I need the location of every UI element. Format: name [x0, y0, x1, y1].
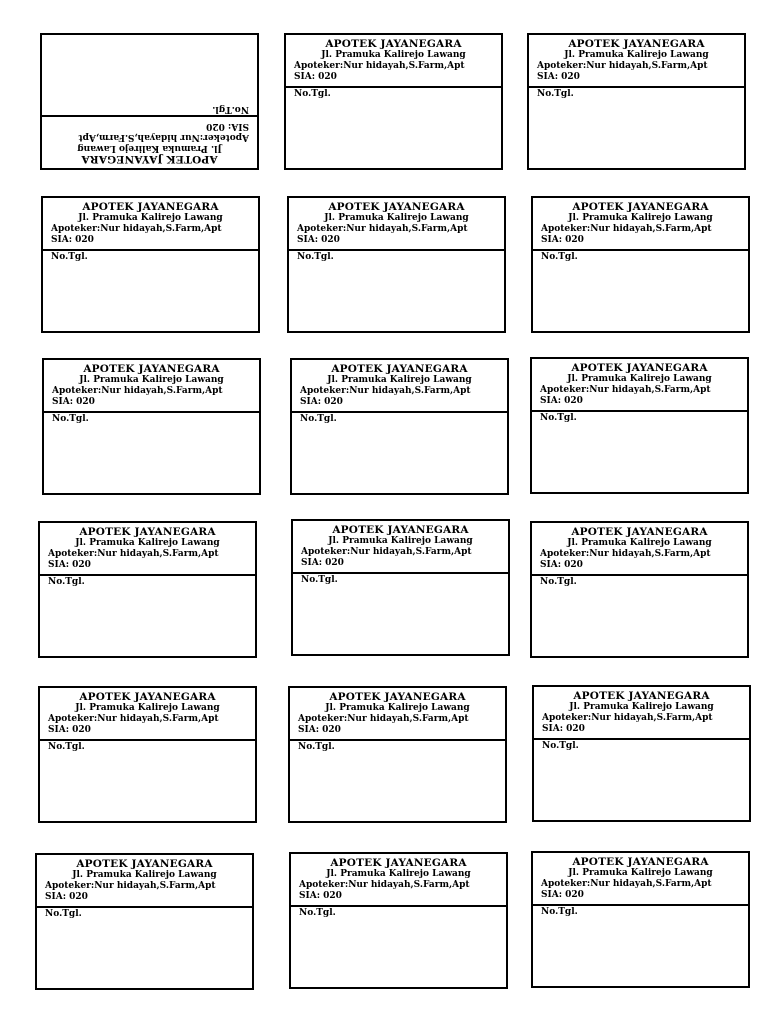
pharmacy-address: Jl. Pramuka Kalirejo Lawang — [569, 702, 714, 712]
pharmacy-address: Jl. Pramuka Kalirejo Lawang — [321, 50, 466, 60]
pharmacy-address: Jl. Pramuka Kalirejo Lawang — [325, 703, 470, 713]
number-date-field: No.Tgl. — [541, 907, 578, 917]
pharmacist-name: Apoteker:Nur hidayah,S.Farm,Apt — [78, 132, 249, 142]
number-date-field: No.Tgl. — [297, 252, 334, 262]
label-header — [44, 360, 259, 413]
number-date-field: No.Tgl. — [542, 741, 579, 751]
pharmacy-name: APOTEK JAYANEGARA — [328, 201, 465, 213]
label-body — [529, 88, 744, 100]
label-body — [42, 103, 257, 115]
label-body — [286, 88, 501, 100]
pharmacy-name: APOTEK JAYANEGARA — [331, 363, 468, 375]
label-body — [532, 576, 747, 588]
sia-number: SIA: 020 — [541, 235, 584, 245]
pharmacist-name: Apoteker:Nur hidayah,S.Farm,Apt — [537, 61, 708, 71]
label-header — [42, 115, 257, 168]
pharmacy-label-13 — [38, 686, 257, 823]
label-header — [533, 853, 748, 906]
pharmacy-label-9 — [530, 357, 749, 494]
pharmacy-name: APOTEK JAYANEGARA — [329, 691, 466, 703]
pharmacy-label-14 — [288, 686, 507, 823]
pharmacy-address: Jl. Pramuka Kalirejo Lawang — [77, 143, 222, 153]
label-body — [290, 741, 505, 753]
pharmacy-label-4 — [41, 196, 260, 333]
pharmacy-label-17 — [289, 852, 508, 989]
number-date-field: No.Tgl. — [52, 414, 89, 424]
number-date-field: No.Tgl. — [300, 414, 337, 424]
label-header — [529, 35, 744, 88]
sia-number: SIA: 020 — [294, 72, 337, 82]
pharmacist-name: Apoteker:Nur hidayah,S.Farm,Apt — [541, 224, 712, 234]
label-body — [533, 906, 748, 918]
number-date-field: No.Tgl. — [212, 104, 249, 114]
label-body — [44, 413, 259, 425]
pharmacy-name: APOTEK JAYANEGARA — [568, 38, 705, 50]
number-date-field: No.Tgl. — [51, 252, 88, 262]
pharmacy-label-18 — [531, 851, 750, 988]
label-body — [533, 251, 748, 263]
pharmacist-name: Apoteker:Nur hidayah,S.Farm,Apt — [52, 386, 223, 396]
pharmacy-name: APOTEK JAYANEGARA — [81, 153, 218, 165]
pharmacist-name: Apoteker:Nur hidayah,S.Farm,Apt — [48, 549, 219, 559]
pharmacy-label-2 — [284, 33, 503, 170]
sia-number: SIA: 020 — [301, 558, 344, 568]
number-date-field: No.Tgl. — [541, 252, 578, 262]
number-date-field: No.Tgl. — [48, 577, 85, 587]
sia-number: SIA: 020 — [48, 725, 91, 735]
pharmacy-name: APOTEK JAYANEGARA — [76, 858, 213, 870]
pharmacy-address: Jl. Pramuka Kalirejo Lawang — [79, 375, 224, 385]
sia-number: SIA: 020 — [541, 890, 584, 900]
pharmacy-label-11 — [291, 519, 510, 656]
sia-number: SIA: 020 — [540, 560, 583, 570]
sia-number: SIA: 020 — [298, 725, 341, 735]
pharmacy-label-8 — [290, 358, 509, 495]
label-header — [532, 359, 747, 412]
label-header — [292, 360, 507, 413]
pharmacy-name: APOTEK JAYANEGARA — [82, 201, 219, 213]
label-body — [532, 412, 747, 424]
pharmacy-address: Jl. Pramuka Kalirejo Lawang — [567, 374, 712, 384]
label-header — [40, 523, 255, 576]
sia-number: SIA: 020 — [540, 396, 583, 406]
pharmacy-name: APOTEK JAYANEGARA — [572, 856, 709, 868]
label-body — [291, 907, 506, 919]
number-date-field: No.Tgl. — [298, 742, 335, 752]
pharmacy-name: APOTEK JAYANEGARA — [571, 362, 708, 374]
pharmacist-name: Apoteker:Nur hidayah,S.Farm,Apt — [540, 549, 711, 559]
sia-number: SIA: 020 — [48, 560, 91, 570]
label-body — [37, 908, 252, 920]
pharmacy-address: Jl. Pramuka Kalirejo Lawang — [75, 538, 220, 548]
sia-number: SIA: 020 — [206, 121, 249, 131]
label-header — [286, 35, 501, 88]
pharmacy-address: Jl. Pramuka Kalirejo Lawang — [328, 536, 473, 546]
label-header — [40, 688, 255, 741]
pharmacy-address: Jl. Pramuka Kalirejo Lawang — [567, 538, 712, 548]
label-header — [533, 198, 748, 251]
label-body — [289, 251, 504, 263]
pharmacy-name: APOTEK JAYANEGARA — [332, 524, 469, 536]
number-date-field: No.Tgl. — [537, 89, 574, 99]
pharmacy-label-5 — [287, 196, 506, 333]
pharmacist-name: Apoteker:Nur hidayah,S.Farm,Apt — [294, 61, 465, 71]
pharmacy-label-12 — [530, 521, 749, 658]
pharmacy-name: APOTEK JAYANEGARA — [330, 857, 467, 869]
label-header — [532, 523, 747, 576]
pharmacy-name: APOTEK JAYANEGARA — [79, 526, 216, 538]
number-date-field: No.Tgl. — [540, 413, 577, 423]
sia-number: SIA: 020 — [542, 724, 585, 734]
sia-number: SIA: 020 — [297, 235, 340, 245]
pharmacy-address: Jl. Pramuka Kalirejo Lawang — [72, 870, 217, 880]
pharmacist-name: Apoteker:Nur hidayah,S.Farm,Apt — [541, 879, 712, 889]
label-header — [289, 198, 504, 251]
pharmacy-label-16 — [35, 853, 254, 990]
label-header — [43, 198, 258, 251]
pharmacy-name: APOTEK JAYANEGARA — [572, 201, 709, 213]
label-header — [534, 687, 749, 740]
pharmacy-address: Jl. Pramuka Kalirejo Lawang — [568, 213, 713, 223]
number-date-field: No.Tgl. — [540, 577, 577, 587]
pharmacy-label-3 — [527, 33, 746, 170]
pharmacy-address: Jl. Pramuka Kalirejo Lawang — [327, 375, 472, 385]
pharmacy-address: Jl. Pramuka Kalirejo Lawang — [75, 703, 220, 713]
number-date-field: No.Tgl. — [294, 89, 331, 99]
pharmacy-address: Jl. Pramuka Kalirejo Lawang — [568, 868, 713, 878]
pharmacy-name: APOTEK JAYANEGARA — [573, 690, 710, 702]
pharmacist-name: Apoteker:Nur hidayah,S.Farm,Apt — [297, 224, 468, 234]
pharmacist-name: Apoteker:Nur hidayah,S.Farm,Apt — [299, 880, 470, 890]
sia-number: SIA: 020 — [537, 72, 580, 82]
pharmacy-address: Jl. Pramuka Kalirejo Lawang — [78, 213, 223, 223]
pharmacy-name: APOTEK JAYANEGARA — [79, 691, 216, 703]
pharmacist-name: Apoteker:Nur hidayah,S.Farm,Apt — [298, 714, 469, 724]
pharmacy-label-7 — [42, 358, 261, 495]
pharmacist-name: Apoteker:Nur hidayah,S.Farm,Apt — [45, 881, 216, 891]
sia-number: SIA: 020 — [300, 397, 343, 407]
number-date-field: No.Tgl. — [299, 908, 336, 918]
pharmacy-label-10 — [38, 521, 257, 658]
label-header — [37, 855, 252, 908]
pharmacy-name: APOTEK JAYANEGARA — [83, 363, 220, 375]
label-header — [293, 521, 508, 574]
label-body — [43, 251, 258, 263]
label-body — [292, 413, 507, 425]
pharmacy-address: Jl. Pramuka Kalirejo Lawang — [324, 213, 469, 223]
sia-number: SIA: 020 — [52, 397, 95, 407]
number-date-field: No.Tgl. — [301, 575, 338, 585]
pharmacy-address: Jl. Pramuka Kalirejo Lawang — [326, 869, 471, 879]
label-header — [290, 688, 505, 741]
sia-number: SIA: 020 — [299, 891, 342, 901]
pharmacist-name: Apoteker:Nur hidayah,S.Farm,Apt — [540, 385, 711, 395]
label-header — [291, 854, 506, 907]
pharmacy-name: APOTEK JAYANEGARA — [571, 526, 708, 538]
number-date-field: No.Tgl. — [48, 742, 85, 752]
pharmacist-name: Apoteker:Nur hidayah,S.Farm,Apt — [542, 713, 713, 723]
label-body — [40, 576, 255, 588]
label-body — [293, 574, 508, 586]
pharmacy-label-15 — [532, 685, 751, 822]
pharmacy-label-1 — [40, 33, 259, 170]
sia-number: SIA: 020 — [51, 235, 94, 245]
pharmacy-name: APOTEK JAYANEGARA — [325, 38, 462, 50]
pharmacist-name: Apoteker:Nur hidayah,S.Farm,Apt — [51, 224, 222, 234]
number-date-field: No.Tgl. — [45, 909, 82, 919]
pharmacy-address: Jl. Pramuka Kalirejo Lawang — [564, 50, 709, 60]
sia-number: SIA: 020 — [45, 892, 88, 902]
label-body — [40, 741, 255, 753]
pharmacy-label-6 — [531, 196, 750, 333]
pharmacist-name: Apoteker:Nur hidayah,S.Farm,Apt — [48, 714, 219, 724]
pharmacist-name: Apoteker:Nur hidayah,S.Farm,Apt — [300, 386, 471, 396]
label-body — [534, 740, 749, 752]
pharmacist-name: Apoteker:Nur hidayah,S.Farm,Apt — [301, 547, 472, 557]
